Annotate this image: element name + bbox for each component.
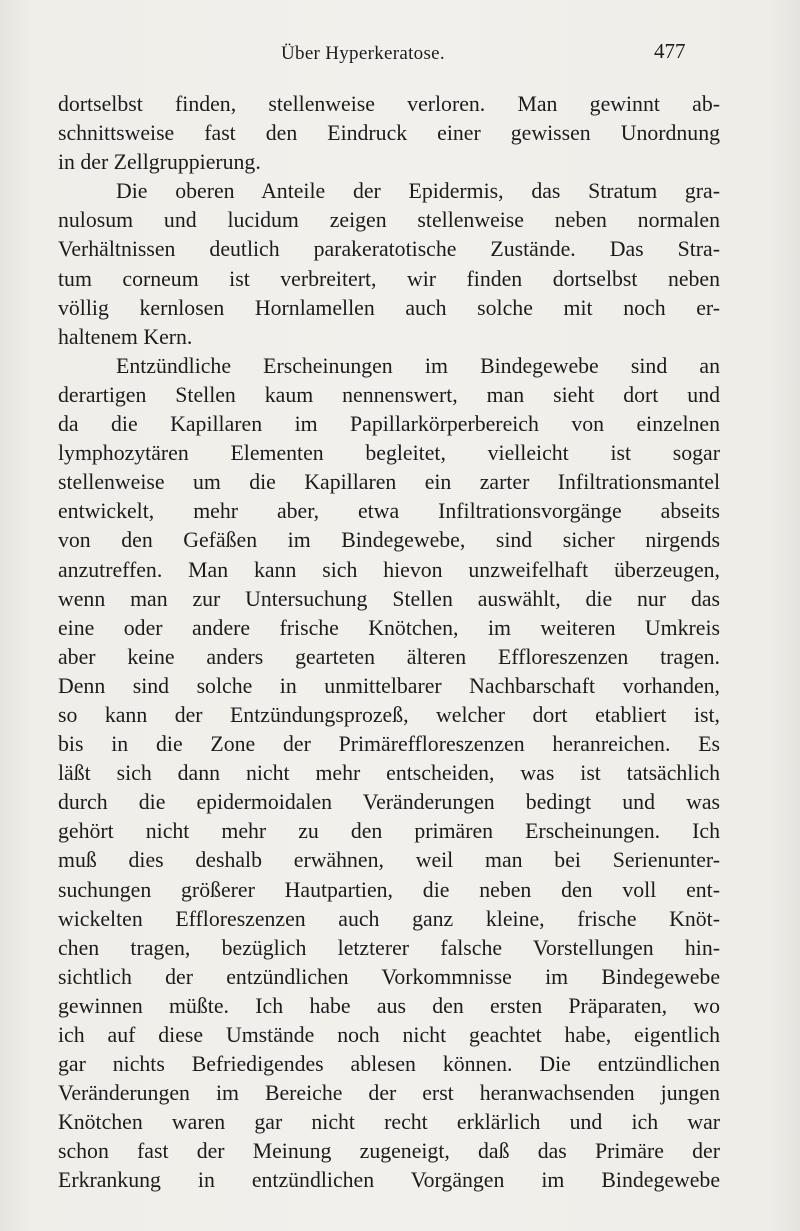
text-line: anzutreffen. Man kann sich hievon unzweifelhaft überzeugen, [58, 557, 720, 582]
text-line: haltenem Kern. [58, 324, 193, 349]
running-head: Über Hyperkeratose. [281, 43, 445, 64]
text-line: gewinnen müßte. Ich habe aus den ersten Präparaten, wo [58, 993, 720, 1018]
text-line: Veränderungen im Bereiche der erst heranwachsenden jungen [58, 1081, 720, 1106]
text-line: läßt sich dann nicht mehr entscheiden, was ist tatsächlich [58, 761, 720, 786]
paragraph-1 [58, 90, 720, 177]
text-line: derartigen Stellen kaum nennenswert, man sieht dort und [58, 382, 720, 407]
paragraph-2 [58, 177, 720, 352]
text-line: gar nichts Befriedigendes ablesen können. Die entzündlichen [58, 1052, 720, 1077]
text-line: schon fast der Meinung zugeneigt, daß das Primäre der [58, 1139, 720, 1164]
text-line: so kann der Entzündungsprozeß, welcher dort etabliert ist, [58, 702, 720, 727]
body-text [58, 90, 720, 1196]
text-line: von den Gefäßen im Bindegewebe, sind sicher nirgends [58, 528, 720, 553]
text-line: entwickelt, mehr aber, etwa Infiltrationsvorgänge abseits [58, 499, 720, 524]
page-number: 477 [654, 39, 686, 63]
text-line: suchungen größerer Hautpartien, die neben den voll ent- [58, 877, 720, 902]
text-line: ich auf diese Umstände noch nicht geachtet habe, eigentlich [58, 1023, 720, 1047]
text-line: dortselbst finden, stellenweise verloren. Man gewinnt ab- [58, 92, 720, 116]
text-line: in der Zellgruppierung. [58, 150, 261, 175]
text-line: chen tragen, bezüglich letzterer falsche Vorstellungen hin- [58, 935, 720, 960]
text-line: Erkrankung in entzündlichen Vorgängen im Bindegewebe [58, 1168, 720, 1193]
text-line: nulosum und lucidum zeigen stellenweise neben normalen [58, 208, 720, 233]
text-line: Denn sind solche in unmittelbarer Nachbarschaft vorhanden, [58, 673, 720, 698]
text-line: schnittsweise fast den Eindruck einer gewissen Unordnung [58, 121, 720, 146]
text-line: Die oberen Anteile der Epidermis, das Stratum gra- [116, 179, 720, 204]
text-line: tum corneum ist verbreitert, wir finden dortselbst neben [58, 266, 720, 291]
text-line: Verhältnissen deutlich parakeratotische Zustände. Das Stra- [58, 237, 720, 262]
text-line: da die Kapillaren im Papillarkörperbereich von einzelnen [58, 412, 720, 437]
text-line: aber keine anders gearteten älteren Effloreszenzen tragen. [58, 644, 720, 669]
text-line: muß dies deshalb erwähnen, weil man bei Serienunter- [58, 848, 720, 873]
text-line: stellenweise um die Kapillaren ein zarter Infiltrationsmantel [58, 470, 720, 495]
text-line: Knötchen waren gar nicht recht erklärlich und ich war [58, 1110, 720, 1135]
text-line: Entzündliche Erscheinungen im Bindegewebe sind an [116, 353, 720, 378]
text-line: bis in die Zone der Primäreffloreszenzen heranreichen. Es [58, 732, 720, 757]
text-line: wickelten Effloreszenzen auch ganz kleine, frische Knöt- [58, 906, 720, 931]
text-line: sichtlich der entzündlichen Vorkommnisse im Bindegewebe [58, 964, 720, 989]
paragraph-3 [58, 352, 720, 1196]
text-line: durch die epidermoidalen Veränderungen bedingt und was [58, 790, 720, 815]
text-line: wenn man zur Untersuchung Stellen auswählt, die nur das [58, 586, 720, 611]
text-line: lymphozytären Elementen begleitet, vielleicht ist sogar [58, 441, 720, 466]
text-line: eine oder andere frische Knötchen, im weiteren Umkreis [58, 615, 720, 640]
text-line: völlig kernlosen Hornlamellen auch solche mit noch er- [58, 295, 720, 320]
text-line: gehört nicht mehr zu den primären Erscheinungen. Ich [58, 819, 720, 844]
